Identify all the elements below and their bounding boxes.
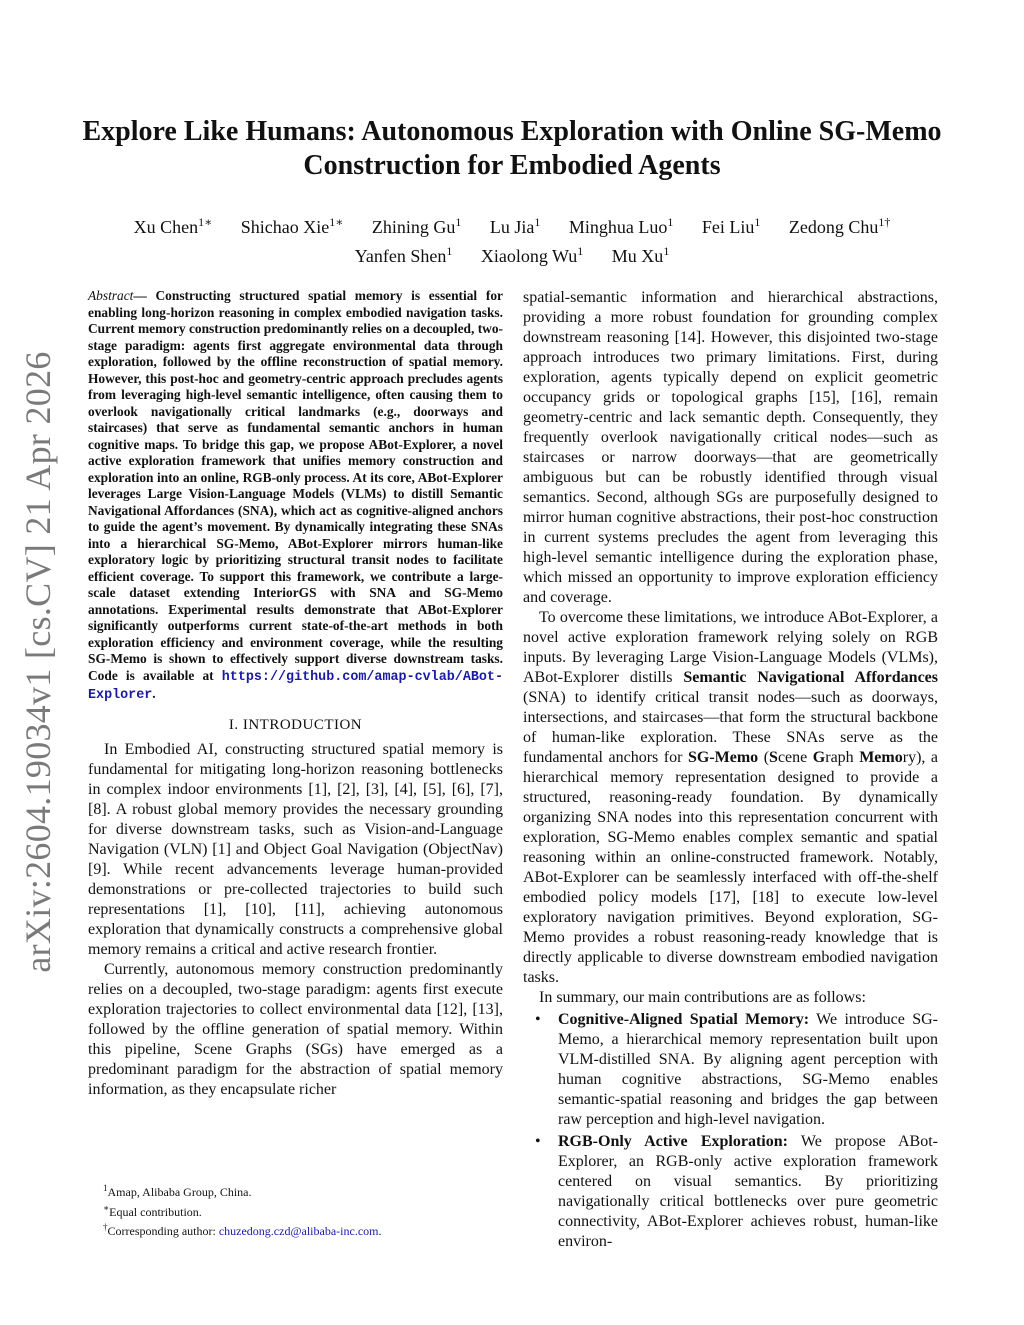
author: Fei Liu$^1$ (701, 215, 761, 237)
bullet-icon: • (535, 1011, 541, 1028)
title-line-1: Explore Like Humans: Autonomous Exploration with Online SG-Memo (82, 116, 942, 147)
author: Minghua Luo$^1$ (568, 215, 674, 237)
author-row-2 (100, 239, 924, 268)
author: Xiaolong Wu$^1$ (480, 244, 584, 266)
author: Xu Chen$^{1∗}$ (133, 215, 213, 237)
email-link[interactable]: chuzedong.czd@alibaba-inc.com (218, 1224, 379, 1238)
abstract-label: Abstract (88, 288, 134, 303)
section-heading-introduction: I. INTRODUCTION (228, 716, 363, 733)
intro-paragraph-1: In Embodied AI, constructing structured spatial memory is fundamental for mitigating long-horizon reasoning bottlenecks in complex indoor environments [1], [2], [3], [4], [5], [6], [7], [8]. A robust global memory provides the necessary grounding for diverse downstream tasks, such as Vision-and-Language Navigation (VLN) [1] and Object Goal Navigation (ObjectNav) [9]. While recent advancements leverage human-provided demonstrations or pre-collected trajectories to build such representations [1], [10], [11], achieving autonomous exploration that dynamically constructs a comprehensive global memory remains a critical and active research frontier. (88, 740, 503, 958)
paper-title (80, 115, 944, 183)
term-sg-memo: SG-Memo (687, 749, 759, 766)
author: Yanfen Shen$^1$ (354, 244, 453, 266)
arxiv-identifier-stamp: arXiv:2604.19034v1 [cs.CV] 21 Apr 2026 (18, 351, 58, 973)
author-list (100, 210, 924, 268)
abstract-text: Constructing structured spatial memory is essential for enabling long-horizon reasoning in complex embodied navigation tasks. Current memory construction predominantly relies on a decoupled, two-stage paradigm: agents first aggregate environmental data through exploration, followed by the offline reconstruction of spatial memory. However, this post-hoc and geometry-centric approach precludes agents from leveraging high-level semantic intelligence, often causing them to overlook navigationally critical landmarks (e.g., doorways and staircases) that serve as fundamental semantic anchors in human cognitive maps. To bridge this gap, we propose ABot-Explorer, a novel active exploration framework that unifies memory construction and exploration into an online, RGB-only process. At its core, ABot-Explorer leverages Large Vision-Language Models (VLMs) to distill Semantic Navigational Affordances (SNA), which act as cognitive-aligned anchors to guide the agent’s movement. By dynamically integrating these SNAs into a hierarchical SG-Memo, ABot-Explorer mirrors human-like exploratory logic by prioritizing structural transit nodes to facilitate efficient coverage. To support this framework, we contribute a large-scale dataset extending InteriorGS with SNA and SG-Memo annotations. Experimental results demonstrate that ABot-Explorer significantly outperforms current state-of-the-art methods in both exploration efficiency and environment coverage, while the resulting SG-Memo is shown to effectively support diverse downstream tasks. Code is available at (88, 288, 503, 683)
body-paragraph-continued: spatial-semantic information and hierarchical abstractions, providing a more robust foundation for grounding complex downstream reasoning [14]. However, this disjointed two-stage approach introduces two primary limitations. First, during exploration, agents typically depend on explicit geometric occupancy grids or topological graphs [15], [16], remain geometry-centric and lack semantic depth. Consequently, they frequently overlook navigationally critical nodes—such as staircases or narrow doorways—that are geometrically ambiguous but can be robustly identified through visual semantics. Second, although SGs are purposefully designed to mirror human cognitive abstractions, their post-hoc construction in current systems precludes the agent from leveraging this high-level semantic intelligence during the exploration phase, which missed an opportunity to improve exploration efficiency and coverage. (523, 289, 938, 606)
footnote-affiliation: $^1$Amap, Alibaba Group, China. (103, 1183, 252, 1199)
author: Mu Xu$^1$ (611, 244, 670, 266)
author: Zhining Gu$^1$ (371, 215, 462, 237)
body-paragraph-approach: To overcome these limitations, we introduce ABot-Explorer, a novel active exploration framework relying solely on RGB inputs. By leveraging Large Vision-Language Models (VLMs), ABot-Explorer distills Semantic Navigational Affordances (SNA) to identify critical transit nodes—such as doorways, intersections, and staircases—that form the structural backbone of human-like exploration. These SNAs serve as the fundamental anchors for SG-Memo (Scene Graph Memory), a hierarchical memory representation designed to provide a structured, reasoning-ready foundation. By dynamically organizing SNA nodes into this representation concurrent with exploration, SG-Memo enables complex semantic and spatial reasoning within an online-constructed framework. Notably, ABot-Explorer can be seamlessly interfaced with off-the-shelf embodied policy models [17], [18] to execute low-level exploratory navigation primitives. Beyond exploration, SG-Memo provides a robust reasoning-ready knowledge that is directly applicable to diverse downstream embodied navigation tasks. (523, 609, 939, 986)
author: Zedong Chu$^{1\dagger}$ (788, 215, 891, 237)
contribution-list (523, 1010, 938, 1252)
left-column (88, 288, 503, 1100)
footnotes (103, 1181, 503, 1240)
list-item: • Cognitive-Aligned Spatial Memory: We introduce SG-Memo, a hierarchical memory representation built upon VLM-distilled SNA. By aligning agent perception with human cognitive abstractions, SG-Memo enables semantic-spatial reasoning and bridges the gap between raw perception and high-level navigation. (535, 1011, 939, 1128)
contributions-intro: In summary, our main contributions are as follows: (539, 989, 866, 1006)
code-repository-link[interactable]: https://github.com/amap-cvlab/ABot-Explorer (88, 669, 503, 703)
abstract: Abstract— Constructing structured spatial memory is essential for enabling long-horizon reasoning in complex embodied navigation tasks. Current memory construction predominantly relies on a decoupled, two-stage paradigm: agents first aggregate environmental data through exploration, followed by the offline reconstruction of spatial memory. However, this post-hoc and geometry-centric approach precludes agents from leveraging high-level semantic intelligence, often causing them to overlook navigationally critical landmarks (e.g., doorways and staircases) that serve as fundamental semantic anchors in human cognitive maps. To bridge this gap, we propose ABot-Explorer, a novel active exploration framework that unifies memory construction and exploration into an online, RGB-only process. At its core, ABot-Explorer leverages Large Vision-Language Models (VLMs) to distill Semantic Navigational Affordances (SNA), which act as cognitive-aligned anchors to guide the agent’s movement. By dynamically integrating these SNAs into a hierarchical SG-Memo, ABot-Explorer mirrors human-like exploratory logic by prioritizing structural transit nodes to facilitate efficient coverage. To support this framework, we contribute a large-scale dataset extending InteriorGS with SNA and SG-Memo annotations. Experimental results demonstrate that ABot-Explorer significantly outperforms current state-of-the-art methods in both exploration efficiency and environment coverage, while the resulting SG-Memo is shown to effectively support diverse downstream tasks. Code is available at https://github.com/amap-cvlab/ABot-Explorer. (88, 288, 503, 703)
right-column (523, 288, 938, 1254)
term-sna: Semantic Navigational Affordances (683, 669, 938, 686)
intro-paragraph-2: Currently, autonomous memory construction predominantly relies on a decoupled, two-stage paradigm: agents first execute exploration trajectories to collect environmental data [12], [13], followed by the offline generation of spatial memory. Within this pipeline, Scene Graphs (SGs) have emerged as a predominant paradigm for the abstraction of spatial memory information, as they encapsulate richer (88, 960, 503, 1098)
footnote-corresponding: †Corresponding author: chuzedong.czd@alibaba-inc.com. (103, 1222, 382, 1238)
list-item: • RGB-Only Active Exploration: We propose ABot-Explorer, an RGB-only active exploration framework centered on visual semantics. By prioritizing navigationally critical bottlenecks over pure geometric connectivity, ABot-Explorer achieves robust, human-like environ- (535, 1133, 938, 1250)
author: Lu Jia$^1$ (489, 215, 541, 237)
title-line-2: Construction for Embodied Agents (303, 150, 721, 181)
bullet-icon: • (535, 1133, 541, 1150)
author: Shichao Xie$^{1∗}$ (240, 215, 344, 237)
footnote-equal-contribution: ∗Equal contribution. (103, 1202, 202, 1219)
author-row-1 (100, 210, 924, 239)
